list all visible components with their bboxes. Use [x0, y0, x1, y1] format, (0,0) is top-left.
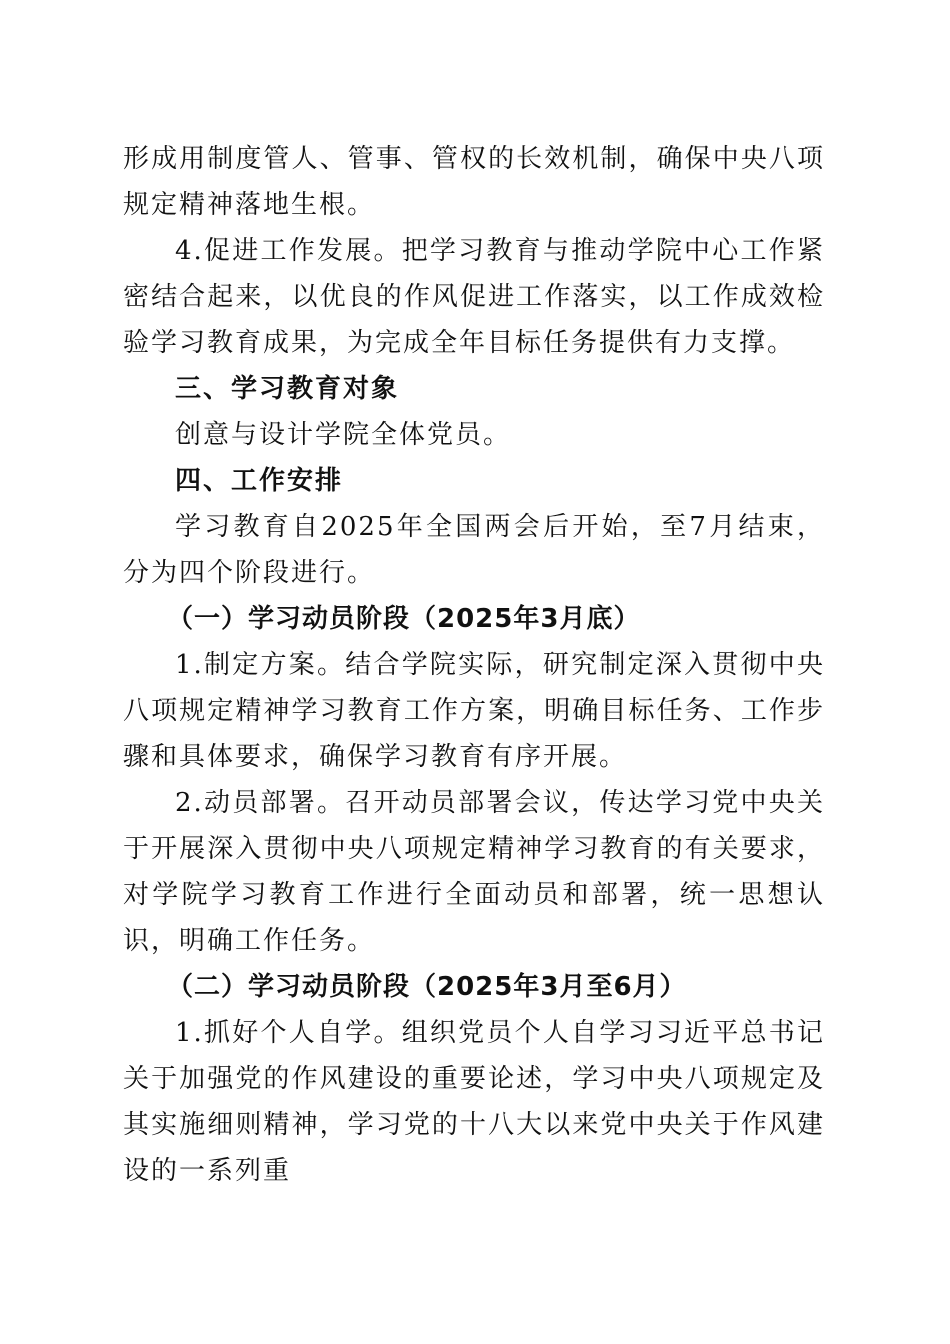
subsection-heading-1: （一）学习动员阶段（2025年3月底）	[167, 604, 641, 634]
paragraph-audience: 创意与设计学院全体党员。	[175, 420, 512, 450]
paragraph-continuation: 形成用制度管人、管事、管权的长效机制，确保中央八项规定精神落地生根。	[123, 144, 825, 220]
paragraph-item-4: 4.促进工作发展。把学习教育与推动学院中心工作紧密结合起来，以优良的作风促进工作落实，以工作成效检验学习教育成果，为完成全年目标任务提供有力支撑。	[123, 236, 825, 358]
paragraph-schedule: 学习教育自2025年全国两会后开始，至7月结束，分为四个阶段进行。	[123, 512, 825, 588]
document-body	[123, 136, 825, 1194]
paragraph-self-study: 1.抓好个人自学。组织党员个人自学习习近平总书记关于加强党的作风建设的重要论述，学习中央八项规定及其实施细则精神，学习党的十八大以来党中央关于作风建设的一系列重	[123, 1018, 825, 1186]
section-heading-3: 三、学习教育对象	[175, 374, 400, 404]
section-heading-4: 四、工作安排	[175, 466, 344, 496]
paragraph-item-1: 1.制定方案。结合学院实际，研究制定深入贯彻中央八项规定精神学习教育工作方案，明确目标任务、工作步骤和具体要求，确保学习教育有序开展。	[123, 650, 825, 772]
paragraph-item-2: 2.动员部署。召开动员部署会议，传达学习党中央关于开展深入贯彻中央八项规定精神学习教育的有关要求，对学院学习教育工作进行全面动员和部署，统一思想认识，明确工作任务。	[123, 788, 825, 956]
subsection-heading-2: （二）学习动员阶段（2025年3月至6月）	[167, 972, 687, 1002]
